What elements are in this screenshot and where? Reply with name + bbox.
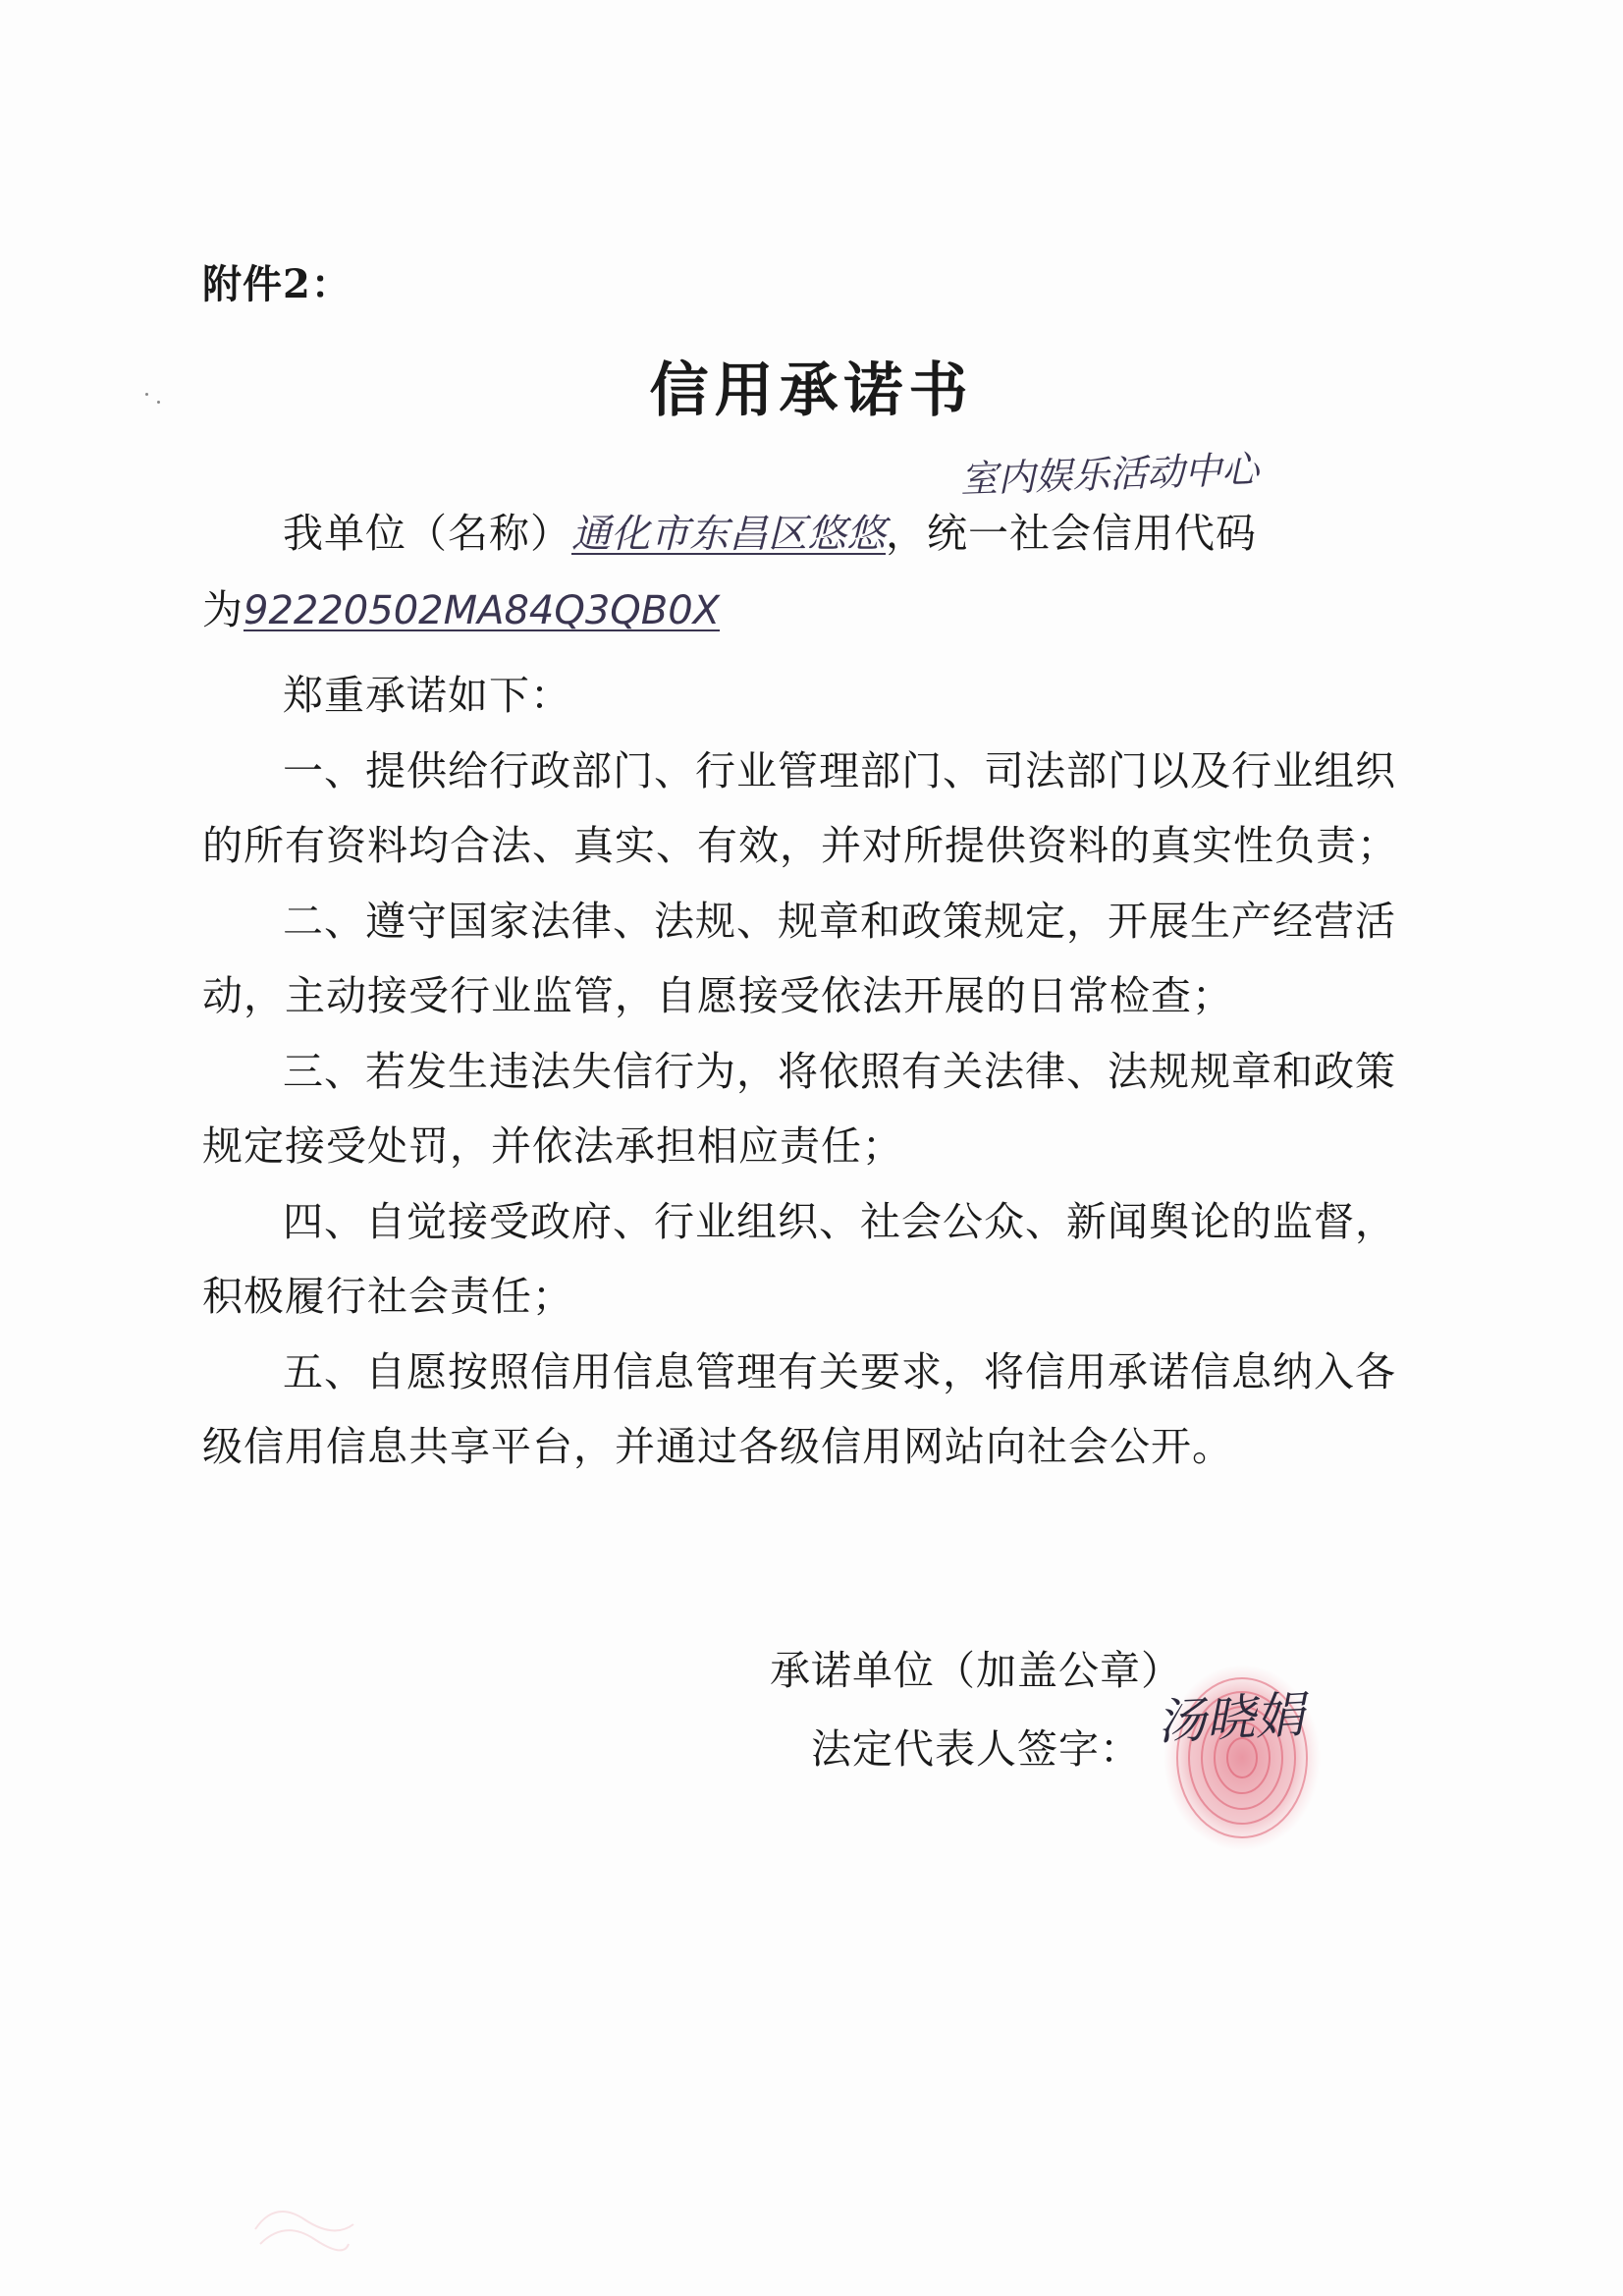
promise-1-line1: 一、提供给行政部门、行业管理部门、司法部门以及行业组织 xyxy=(283,747,1396,794)
promise-3-line2: 规定接受处罚，并依法承担相应责任； xyxy=(202,1122,903,1170)
solemn-statement: 郑重承诺如下： xyxy=(283,672,571,719)
scan-speck xyxy=(157,401,160,404)
promise-1-line2: 的所有资料均合法、真实、有效，并对所提供资料的真实性负责； xyxy=(202,822,1398,869)
promise-2-line2: 动，主动接受行业监管，自愿接受依法开展的日常检查； xyxy=(202,972,1233,1019)
unit-name-handwritten-upper: 室内娱乐活动中心 xyxy=(959,447,1260,502)
intro-prefix: 我单位（名称） xyxy=(283,510,571,557)
legal-rep-signature: 汤晓娟 xyxy=(1155,1686,1306,1751)
attachment-label: 附件2： xyxy=(202,261,352,307)
scan-speck xyxy=(145,393,148,396)
code-prefix: 为 xyxy=(202,586,243,633)
credit-code-line xyxy=(202,577,720,635)
unit-name-handwritten: 通化市东昌区悠悠 xyxy=(571,512,886,557)
promise-2-line1: 二、遵守国家法律、法规、规章和政策规定，开展生产经营活 xyxy=(283,898,1396,945)
credit-code-handwritten: 92220502MA84Q3QB0X xyxy=(243,588,721,633)
promise-4-line1: 四、自觉接受政府、行业组织、社会公众、新闻舆论的监督， xyxy=(283,1198,1396,1245)
promise-4-line2: 积极履行社会责任； xyxy=(202,1273,573,1320)
promise-5-line2: 级信用信息共享平台，并通过各级信用网站向社会公开。 xyxy=(202,1423,1233,1470)
faint-stamp-mark xyxy=(245,2190,363,2259)
document-title: 信用承诺书 xyxy=(649,356,974,425)
seal-unit-label: 承诺单位（加盖公章） xyxy=(770,1647,1182,1694)
promise-3-line1: 三、若发生违法失信行为，将依照有关法律、法规规章和政策 xyxy=(283,1048,1396,1095)
promise-5-line1: 五、自愿按照信用信息管理有关要求，将信用承诺信息纳入各 xyxy=(283,1348,1396,1395)
legal-rep-label: 法定代表人签字： xyxy=(811,1725,1141,1773)
intro-line xyxy=(283,501,1257,559)
intro-suffix: ，统一社会信用代码 xyxy=(886,510,1257,557)
